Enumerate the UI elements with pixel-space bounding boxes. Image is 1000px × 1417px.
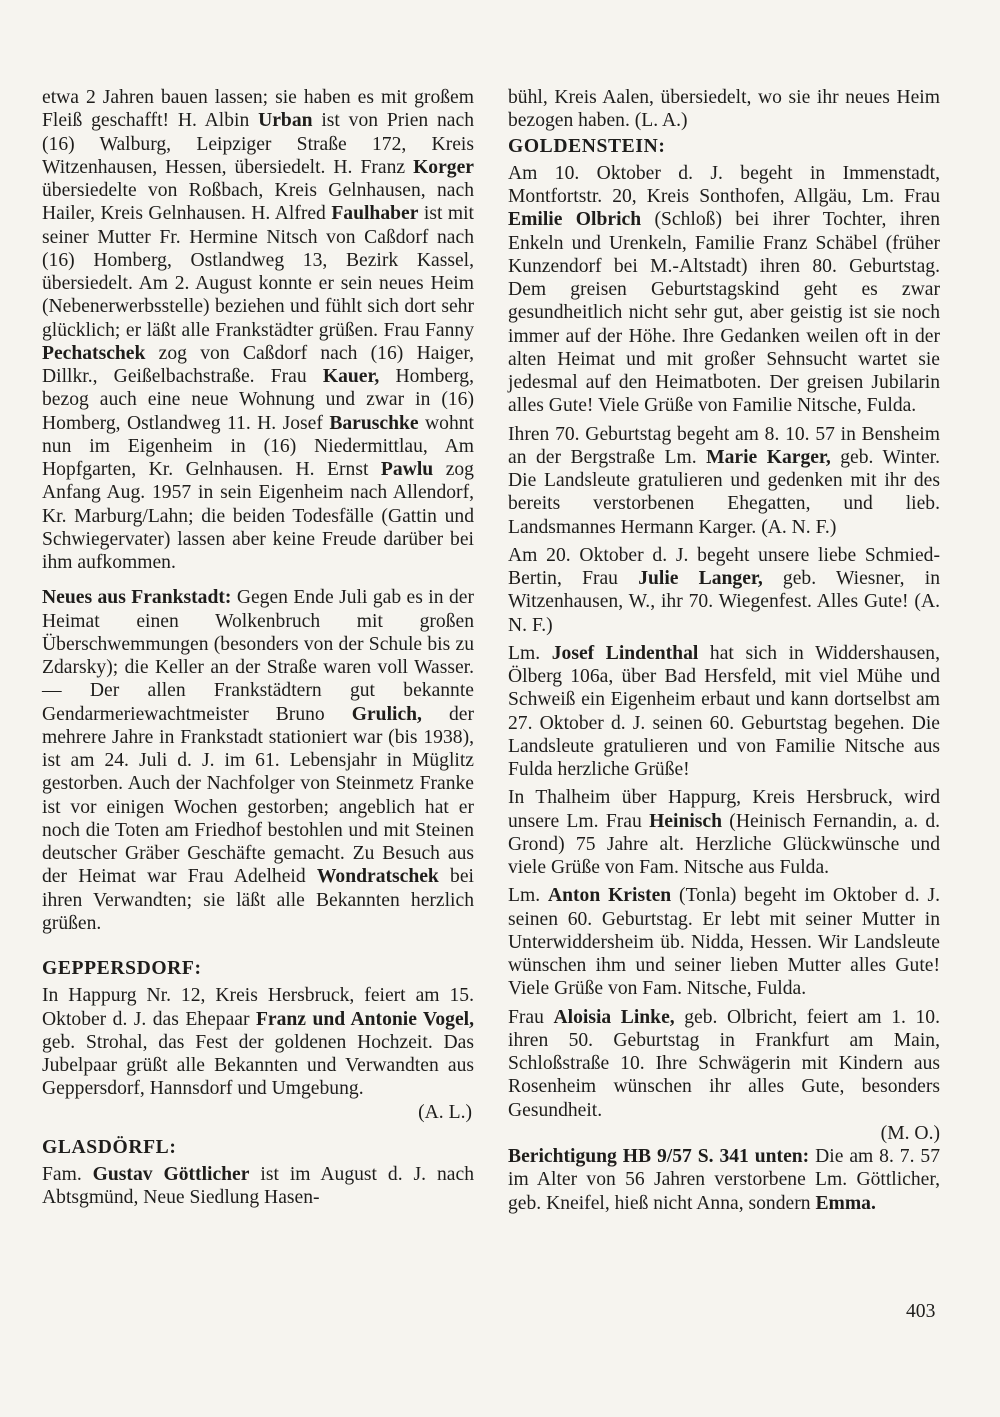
author-signature: (A. L.) [418, 1101, 472, 1123]
text-run: geb. Wiesner, in Witzenhausen, W., ihr 70. Wiegenfest. Alles Gute! (A. N. F.) [508, 568, 940, 636]
bold-name: Grulich, [351, 703, 422, 725]
paragraph-correction [508, 1145, 940, 1215]
text-run: wohnt nun im Eigenheim in (16) Niedermittlau, Am Hopfgarten, Kr. Gelnhausen. H. Ernst [42, 412, 474, 480]
page-number: 403 [906, 1301, 936, 1322]
bold-name: Marie Karger, [706, 446, 831, 468]
bold-name: Julie Langer, [638, 568, 763, 589]
text-run: ist mit seiner Mutter Fr. Hermine Nitsch von Caßdorf nach (16) Homberg, Ostlandweg 13, Bezirk Kassel, übersiedelt. Am 2. August konnte er sein neues Heim (Nebenerwerbsstelle) beziehen und fühlt sich dort sehr glücklich; er läßt alle Frankstädter grüßen. Frau Fanny [42, 203, 474, 341]
section-heading-geppersdorf: GEPPERSDORF: [42, 958, 202, 979]
text-run: (Schloß) bei ihrer Tochter, ihren Enkeln und Urenkeln, Familie Franz Schäbel (früher Kunzendorf bei M.-Altstadt) ihren 80. Geburtstag. Dem greisen Geburtstagskind geht es zwar gesundheitlich nicht sehr gut, aber geistig ist sie noch immer auf der Höhe. Ihre Gedanken weilen oft in der alten Heimat und mit großer Sehnsucht wartet sie jedesmal auf den Heimatboten. Der greisen Jubilarin alles Gute! Viele Grüße von Familie Nitsche, Fulda. [508, 209, 941, 417]
bold-name: Wondratschek [316, 866, 439, 888]
bold-name: Baruschke [329, 412, 419, 434]
text-run: geb. Winter. Die Landsleute gratulieren und gedenken mit ihr des bereits verstorbenen Ehegatten, und lieb. Landsmannes Hermann Karger. (A. N. F.) [508, 446, 940, 538]
bold-name: Josef Lindenthal [551, 642, 699, 664]
text-run: Ihren 70. Geburtstag begeht am 8. 10. 57 in Bensheim an der Bergstraße Lm. [508, 423, 940, 468]
bold-name: Pechatschek [42, 342, 146, 364]
paragraph-linke-birthday [508, 1006, 940, 1122]
text-run: geb. Olbricht, feiert am 1. 10. ihren 50. Geburtstag in Frankfurt am Main, Schloßstraße 10. Ihre Schwägerin mit Kindern aus Rosenheim wünschen ihr alles Gute, besonders Gesundheit. [508, 1006, 940, 1121]
text-run: Am 20. Oktober d. J. begeht unsere liebe Schmied-Bertin, Frau [508, 544, 940, 589]
bold-name: Emma. [815, 1192, 876, 1214]
paragraph-heinisch-birthday [508, 786, 940, 879]
text-run: übersiedelte von Roßbach, Kreis Gelnhausen, nach Hailer, Kreis Gelnhausen. H. Alfred [42, 180, 474, 225]
text-run: hat sich in Widdershausen, Ölberg 106a, über Bad Hersfeld, mit viel Mühe und Schweiß ein Eigenheim erbaut und kann dortselbst am 27. Oktober d. J. seinen 60. Geburtstag begehen. Die Landsleute gratulieren und von Familie Nitsche aus Fulda herzliche Grüße! [508, 642, 941, 780]
text-run: zog Anfang Aug. 1957 in sein Eigenheim nach Allendorf, Kr. Marburg/Lahn; die beiden Todesfälle (Gattin und Schwiegervater) lassen aber keine Freude darüber bei ihm aufkommen. [42, 459, 474, 573]
text-run: Lm. [508, 642, 552, 664]
bold-name: Gustav Göttlicher [92, 1164, 250, 1185]
paragraph-langer-birthday [508, 544, 940, 637]
bold-name: Neues aus Frankstadt: [42, 587, 232, 609]
bold-name: Pawlu [380, 459, 434, 480]
bold-name: Aloisia Linke, [553, 1006, 675, 1028]
text-run: ist von Prien nach (16) Walburg, Leipziger Straße 172, Kreis Witzenhausen, Hessen, übersiedelt. H. Franz [42, 110, 474, 178]
text-run: Frau [508, 1006, 554, 1028]
text-run: (Heinisch Fernandin, a. d. Grond) 75 Jahre alt. Herzliche Glückwünsche und viele Grüße von Fam. Nitsche aus Fulda. [508, 810, 941, 878]
text-run: bei ihren Verwandten; sie läßt alle Bekannten herzlich grüßen. [42, 866, 474, 934]
paragraph-continuation-aalen [508, 86, 940, 133]
bold-name: Kauer, [322, 366, 380, 387]
paragraph-olbrich-birthday [508, 162, 940, 418]
text-run: Am 10. Oktober d. J. begeht in Immenstadt, Montfortstr. 20, Kreis Sonthofen, Allgäu, Lm. Frau [508, 162, 940, 207]
text-run: etwa 2 Jahren bauen lassen; sie haben es mit großem Fleiß geschafft! H. Albin [42, 87, 474, 132]
left-column [42, 86, 474, 1210]
bold-name: Anton Kristen [547, 885, 672, 907]
paragraph-neues-aus-frankstadt [42, 586, 474, 935]
text-run: Fam. [42, 1164, 93, 1185]
text-run: Homberg, bezog auch eine neue Wohnung und zwar in (16) Homberg, Ostlandweg 11. H. Josef [42, 366, 474, 434]
text-run: Gegen Ende Juli gab es in der Heimat einen Wolkenbruch mit großen Überschwemmungen (besonders von der Schule bis zu Zdarsky); die Keller an der Straße waren voll Wasser. — Der allen Frankstädtern gut bekannte Gendarmeriewachtmeister Bruno [42, 587, 474, 725]
right-column [508, 86, 940, 1215]
bold-name: Franz und Antonie Vogel, [255, 1008, 474, 1030]
text-run: geb. Strohal, das Fest der goldenen Hochzeit. Das Jubelpaar grüßt alle Bekannten und Verwandten aus Geppersdorf, Hannsdorf und Umgebung. [42, 1031, 474, 1100]
bold-name: Berichtigung HB 9/57 S. 341 unten: [508, 1146, 810, 1167]
paragraph-kristen-birthday [508, 884, 940, 1000]
section-heading-glasdoerfl: GLASDÖRFL: [42, 1136, 177, 1158]
text-run: (Tonla) begeht im Oktober d. J. seinen 60. Geburtstag. Er lebt mit seiner Mutter in Unterwiddersheim üb. Nidda, Hessen. Wir Landsleute wünschen ihm und seiner lieben Mutter alles Gute! Viele Grüße von Fam. Nitsche, Fulda. [508, 885, 940, 1000]
paragraph-karger-birthday [508, 423, 940, 539]
paragraph-golden-wedding-vogel [42, 984, 474, 1100]
paragraph-lindenthal-birthday [508, 642, 940, 782]
text-run: Die am 8. 7. 57 im Alter von 56 Jahren verstorbene Lm. Göttlicher, geb. Kneifel, hieß nicht Anna, sondern [508, 1146, 940, 1214]
text-run: In Thalheim über Happurg, Kreis Hersbruck, wird unsere Lm. Frau [508, 787, 940, 832]
bold-name: Emilie Olbrich [508, 209, 642, 231]
section-heading-goldenstein: GOLDENSTEIN: [508, 135, 666, 157]
paragraph-goettlicher-move [42, 1163, 474, 1210]
text-run: Lm. [508, 885, 548, 907]
text-run: der mehrere Jahre in Frankstadt stationiert war (bis 1938), ist am 24. Juli d. J. im 61. Lebensjahr in Müglitz gestorben. Auch der Nachfolger von Steinmetz Franke ist vor einigen Wochen gestorben; angeblich hat er noch die Toten am Friedhof bestohlen und mit Steinen deutscher Gräber Geschäfte gemacht. Zu Besuch aus der Heimat war Frau Adelheid [42, 703, 474, 888]
text-run: bühl, Kreis Aalen, übersiedelt, wo sie ihr neues Heim bezogen haben. (L. A.) [508, 87, 940, 132]
text-run: ist im August d. J. nach Abtsgmünd, Neue Siedlung Hasen- [42, 1164, 474, 1209]
bold-name: Heinisch [649, 810, 723, 832]
text-run: In Happurg Nr. 12, Kreis Hersbruck, feiert am 15. Oktober d. J. das Ehepaar [42, 985, 474, 1030]
bold-name: Korger [413, 156, 474, 178]
paragraph-frankstadt-moves [42, 86, 474, 574]
bold-name: Faulhaber [331, 203, 419, 225]
author-signature: (M. O.) [880, 1122, 940, 1144]
text-run: zog von Caßdorf nach (16) Haiger, Dillkr., Geißelbachstraße. Frau [42, 342, 474, 387]
bold-name: Urban [258, 110, 313, 132]
